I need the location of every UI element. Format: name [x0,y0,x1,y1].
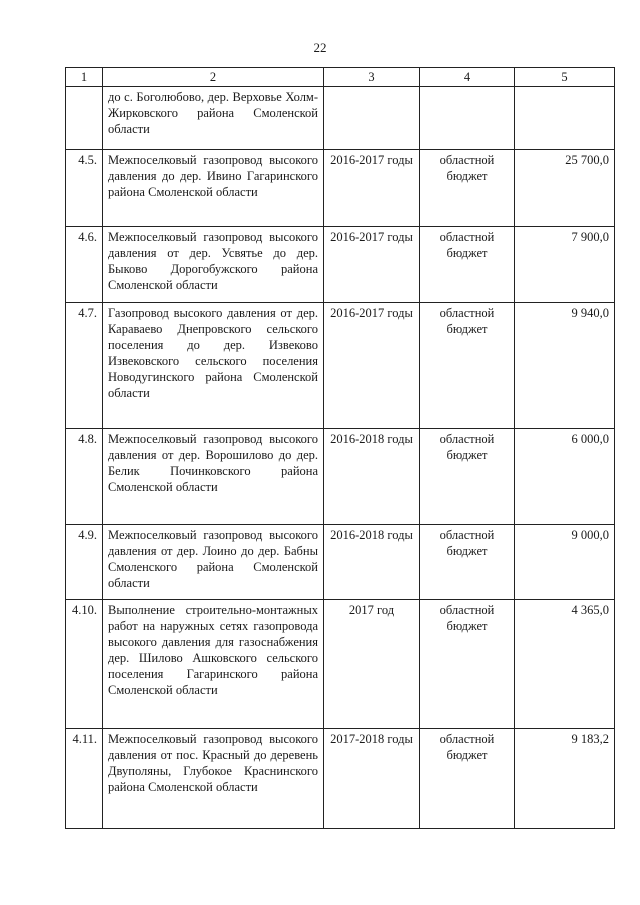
row-number: 4.11. [66,729,103,829]
row-number: 4.7. [66,303,103,429]
row-amount: 9 940,0 [515,303,615,429]
row-amount: 25 700,0 [515,150,615,227]
table-row [66,87,615,150]
row-amount: 7 900,0 [515,227,615,303]
row-funding-source: областной бюджет [420,429,515,525]
row-funding-source [420,87,515,150]
row-amount: 6 000,0 [515,429,615,525]
row-funding-source: областной бюджет [420,729,515,829]
table-row [66,150,615,227]
row-period: 2016-2018 годы [324,525,420,600]
row-amount: 9 000,0 [515,525,615,600]
program-table [65,67,615,829]
row-description: Межпоселковый газопровод высокого давления от дер. Усвятье до дер. Быково Дорогобужского района Смоленской области [103,227,324,303]
table-row [66,227,615,303]
header-col-5: 5 [515,68,615,87]
row-amount: 9 183,2 [515,729,615,829]
header-col-3: 3 [324,68,420,87]
table-row [66,303,615,429]
row-description: Межпоселковый газопровод высокого давления от пос. Красный до деревень Двуполяны, Глубокое Краснинского района Смоленской области [103,729,324,829]
row-funding-source: областной бюджет [420,303,515,429]
table-row [66,429,615,525]
table-header [66,68,615,87]
row-number: 4.9. [66,525,103,600]
row-description: Межпоселковый газопровод высокого давления от дер. Ворошилово до дер. Белик Починковского района Смоленской области [103,429,324,525]
table-body [66,87,615,829]
row-period [324,87,420,150]
row-description: Выполнение строительно-монтажных работ на наружных сетях газопровода высокого давления для газоснабжения дер. Шилово Ашковского сельского поселения Гагаринского района Смоленской области [103,600,324,729]
header-col-1: 1 [66,68,103,87]
row-description: Газопровод высокого давления от дер. Караваево Днепровского сельского поселения до дер. Извеково Извековского сельского поселения Новодугинского района Смоленской области [103,303,324,429]
row-number: 4.5. [66,150,103,227]
row-amount: 4 365,0 [515,600,615,729]
row-period: 2016-2017 годы [324,150,420,227]
row-funding-source: областной бюджет [420,525,515,600]
row-description: Межпоселковый газопровод высокого давления от дер. Лоино до дер. Бабны Смоленского района Смоленской области [103,525,324,600]
row-funding-source: областной бюджет [420,600,515,729]
header-row [66,68,615,87]
row-number [66,87,103,150]
row-period: 2017 год [324,600,420,729]
row-number: 4.10. [66,600,103,729]
row-period: 2017-2018 годы [324,729,420,829]
row-description: Межпоселковый газопровод высокого давления до дер. Ивино Гагаринского района Смоленской области [103,150,324,227]
row-period: 2016-2018 годы [324,429,420,525]
row-number: 4.8. [66,429,103,525]
header-col-2: 2 [103,68,324,87]
table-row [66,729,615,829]
row-description: до с. Боголюбово, дер. Верховье Холм-Жирковского района Смоленской области [103,87,324,150]
row-period: 2016-2017 годы [324,227,420,303]
page-number: 22 [313,40,327,55]
header-col-4: 4 [420,68,515,87]
row-number: 4.6. [66,227,103,303]
row-funding-source: областной бюджет [420,227,515,303]
row-period: 2016-2017 годы [324,303,420,429]
row-funding-source: областной бюджет [420,150,515,227]
table-row [66,600,615,729]
table-row [66,525,615,600]
row-amount [515,87,615,150]
